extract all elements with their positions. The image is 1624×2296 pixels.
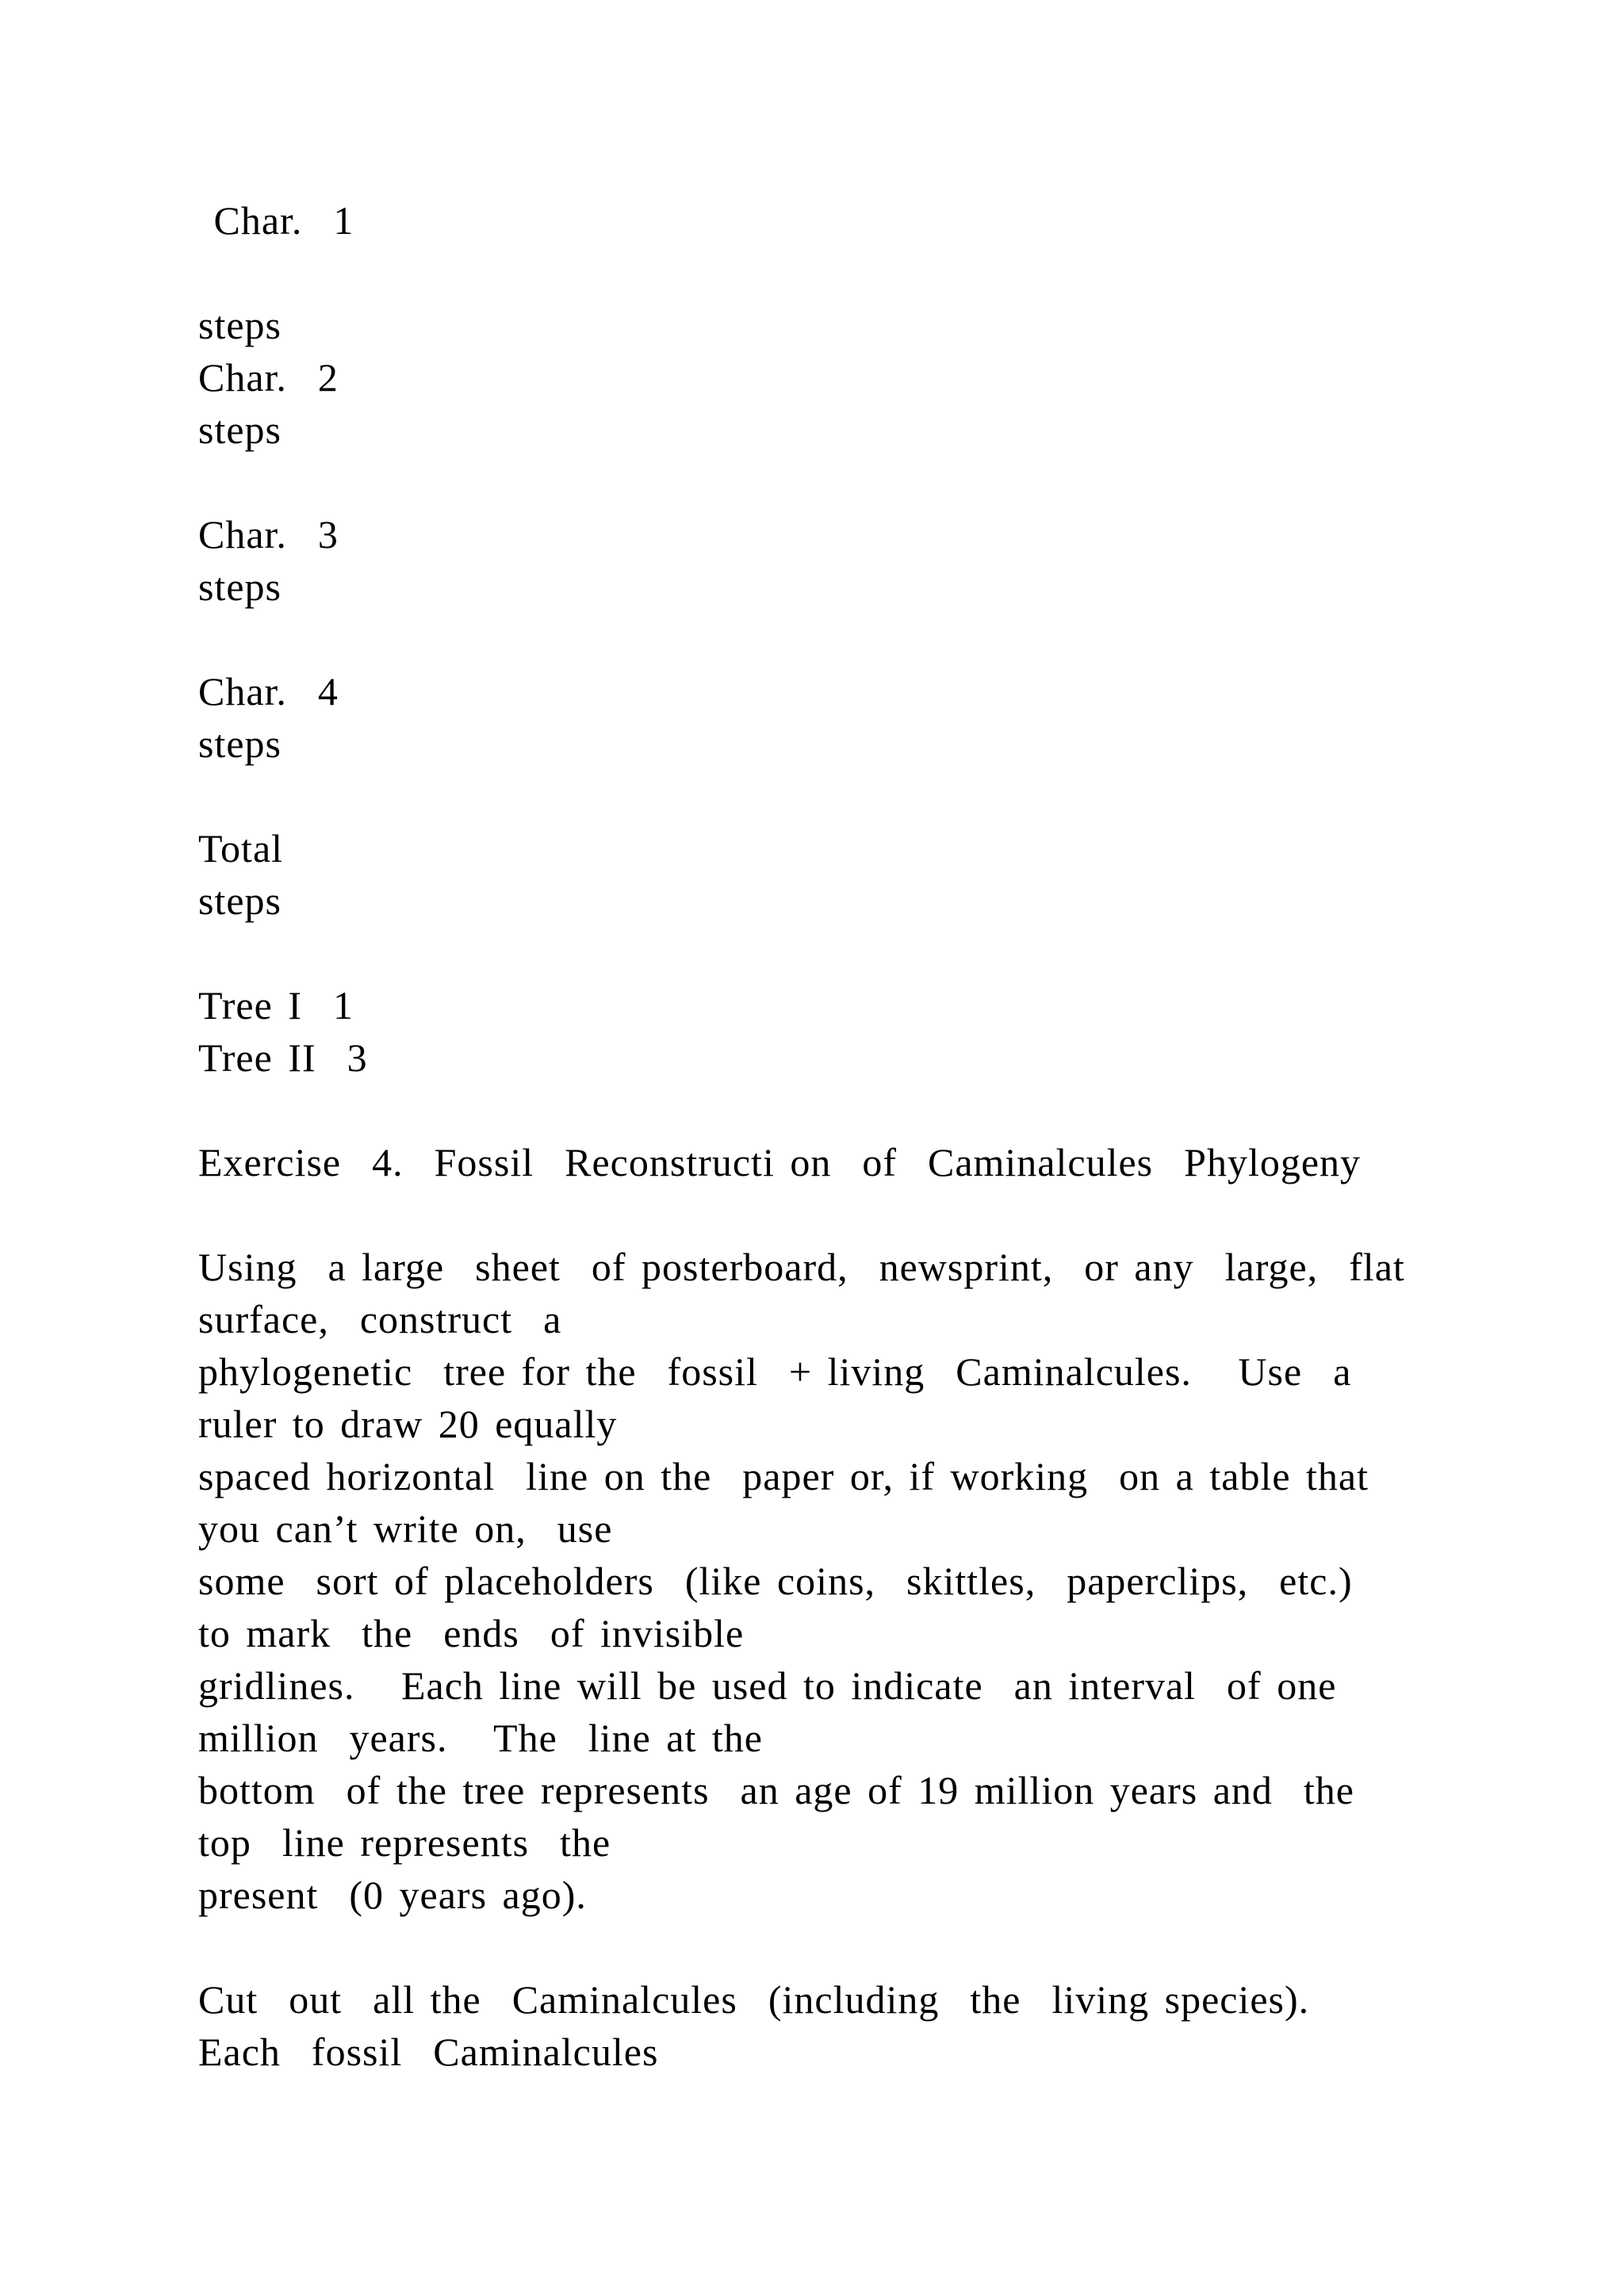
char1-label: Char. 1 [198, 198, 354, 243]
paragraph-line: to mark the ends of invisible [198, 1611, 745, 1655]
exercise-heading: Exercise 4. Fossil Reconstructi on of Caminalcules Phylogeny [198, 1140, 1362, 1184]
paragraph-line: Cut out all the Caminalcules (including the living species). [198, 1977, 1310, 2022]
tree-ii-row: Tree II 3 [198, 1035, 368, 1080]
paragraph-line: present (0 years ago). [198, 1873, 587, 1917]
total-label: Total [198, 826, 284, 871]
total-steps: steps [198, 878, 282, 923]
char3-label: Char. 3 [198, 512, 339, 557]
tree-i-row: Tree I 1 [198, 983, 354, 1027]
paragraph-line: gridlines. Each line will be used to indicate an interval of one [198, 1663, 1337, 1708]
paragraph-line: ruler to draw 20 equally [198, 1402, 618, 1446]
paragraph-line: Using a large sheet of posterboard, newsprint, or any large, flat [198, 1245, 1405, 1289]
paragraph-line: spaced horizontal line on the paper or, if working on a table that [198, 1454, 1369, 1498]
char2-label: Char. 2 [198, 355, 339, 400]
char4-label: Char. 4 [198, 669, 339, 714]
paragraph-line: bottom of the tree represents an age of 19 million years and the [198, 1768, 1354, 1812]
char4-steps: steps [198, 721, 282, 766]
paragraph-line: top line represents the [198, 1820, 611, 1865]
paragraph-line: phylogenetic tree for the fossil + living Caminalcules. Use a [198, 1349, 1352, 1394]
paragraph-line: million years. The line at the [198, 1716, 763, 1760]
paragraph-line: Each fossil Caminalcules [198, 2030, 659, 2074]
char3-steps: steps [198, 564, 282, 609]
char2-steps: steps [198, 408, 282, 452]
paragraph-line: surface, construct a [198, 1297, 562, 1341]
paragraph-line: some sort of placeholders (like coins, skittles, paperclips, etc.) [198, 1559, 1353, 1603]
paragraph-line: you can’t write on, use [198, 1506, 613, 1551]
char1-steps: steps [198, 303, 282, 347]
